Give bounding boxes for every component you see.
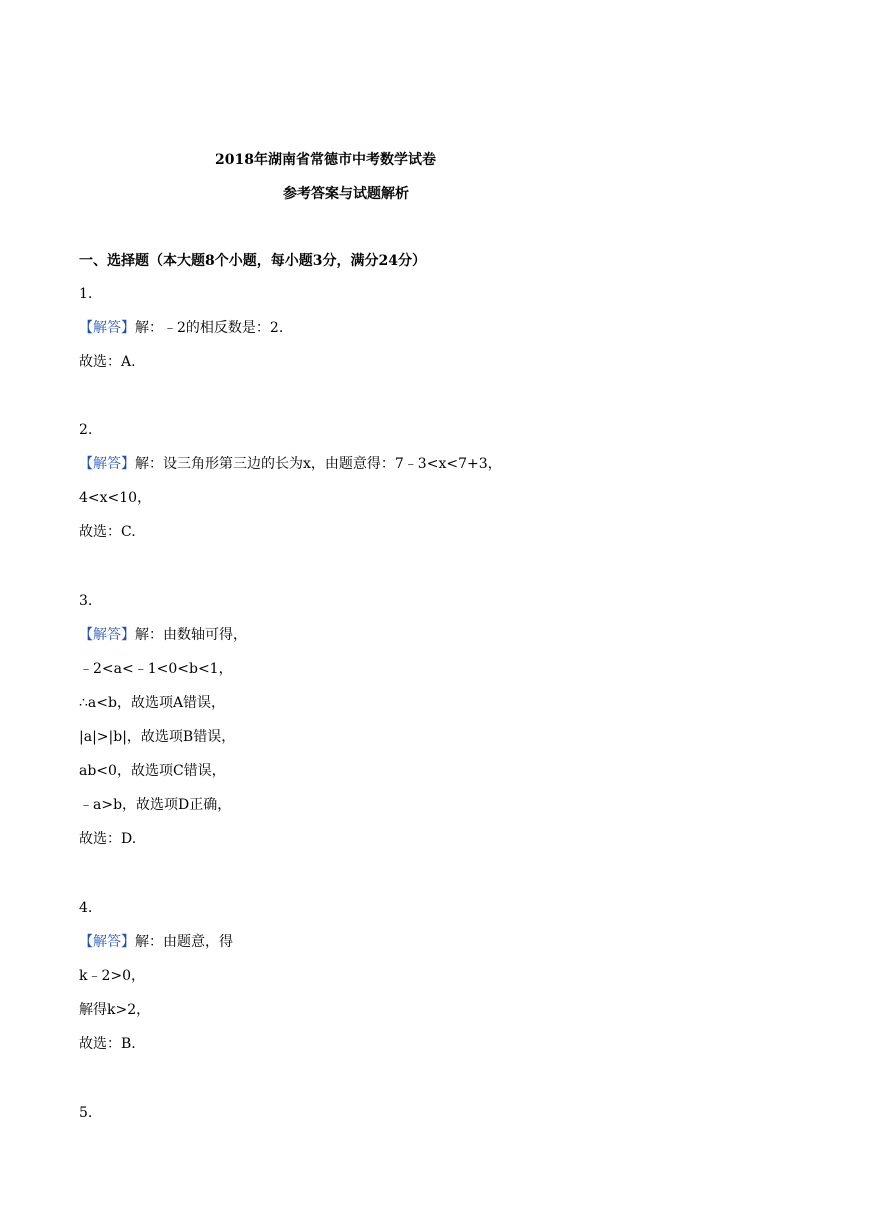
- answer-line: 故选：A.: [79, 354, 136, 370]
- question-number: 1.: [79, 286, 93, 302]
- question-number: 5.: [79, 1105, 93, 1121]
- answer-line: 4<x<10，: [79, 490, 152, 506]
- answer-line: [79, 626, 247, 644]
- answer-text: 解：由题意，得: [135, 934, 233, 950]
- document-subtitle: 参考答案与试题解析: [283, 186, 409, 202]
- answer-tag: 【解答】: [79, 320, 135, 336]
- answer-line: |a|>|b|，故选项B错误，: [79, 729, 236, 745]
- answer-text: 解：由数轴可得，: [135, 627, 247, 643]
- answer-line: ﹣2<a<﹣1<0<b<1，: [79, 661, 233, 677]
- answer-text: 解：﹣2的相反数是：2.: [135, 320, 284, 336]
- section-heading: 一、选择题（本大题8个小题，每小题3分，满分24分）: [79, 253, 426, 269]
- question-number: 3.: [79, 593, 93, 609]
- answer-line: ﹣a>b，故选项D正确，: [79, 797, 232, 813]
- answer-line: 解得k>2，: [79, 1002, 151, 1018]
- answer-line: ab<0，故选项C错误，: [79, 763, 226, 779]
- answer-text: 解：设三角形第三边的长为x，由题意得：7﹣3<x<7+3，: [135, 456, 502, 472]
- answer-tag: 【解答】: [79, 627, 135, 643]
- answer-line: 故选：B.: [79, 1036, 136, 1052]
- answer-line: 故选：D.: [79, 831, 137, 847]
- answer-tag: 【解答】: [79, 456, 135, 472]
- answer-line: [79, 319, 283, 337]
- answer-line: [79, 933, 233, 951]
- answer-tag: 【解答】: [79, 934, 135, 950]
- answer-line: ∴a<b，故选项A错误，: [79, 695, 226, 711]
- answer-line: k﹣2>0，: [79, 968, 146, 984]
- document-title: 2018年湖南省常德市中考数学试卷: [215, 152, 436, 168]
- answer-line: 故选：C.: [79, 524, 136, 540]
- question-number: 4.: [79, 900, 93, 916]
- answer-line: [79, 455, 502, 473]
- question-number: 2.: [79, 422, 93, 438]
